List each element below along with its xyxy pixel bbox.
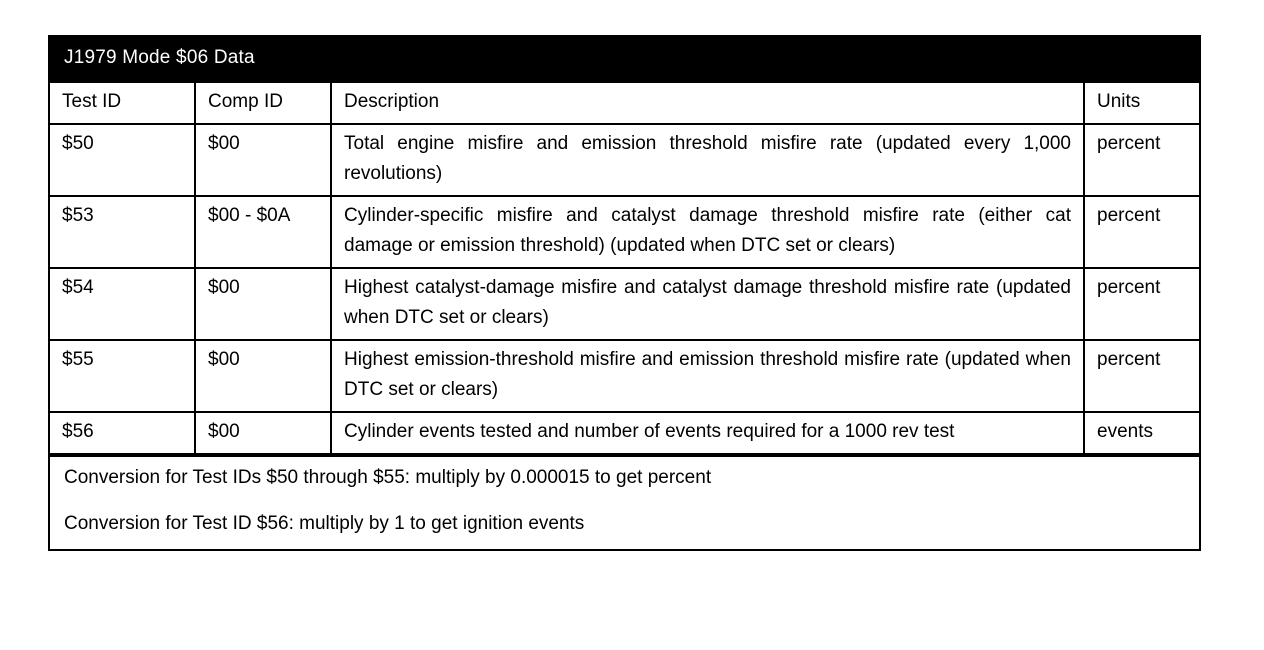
conversion-note: Conversion for Test IDs $50 through $55: multiply by 0.000015 to get percent [64,467,712,488]
mode06-data-table [48,35,1201,551]
cell-description: Highest emission-threshold misfire and emission threshold misfire rate (updated when DTC set or clears) [331,340,1084,412]
cell-units: percent [1084,340,1199,412]
header-description: Description [331,83,1084,124]
cell-comp-id: $00 - $0A [195,196,331,268]
data-grid [50,83,1199,455]
cell-comp-id: $00 [195,340,331,412]
cell-units: percent [1084,124,1199,196]
cell-units: events [1084,412,1199,454]
cell-description: Total engine misfire and emission threshold misfire rate (updated every 1,000 revolutions) [331,124,1084,196]
table-row [50,268,1199,340]
table-row [50,124,1199,196]
header-test-id: Test ID [50,83,195,124]
table-row [50,196,1199,268]
cell-comp-id: $00 [195,268,331,340]
header-row [50,83,1199,124]
header-units: Units [1084,83,1199,124]
conversion-note: Conversion for Test ID $56: multiply by 1 to get ignition events [64,513,585,534]
cell-description: Cylinder-specific misfire and catalyst damage threshold misfire rate (either cat damage or emission threshold) (updated when DTC set or clears) [331,196,1084,268]
cell-comp-id: $00 [195,124,331,196]
table-row [50,340,1199,412]
table-title: J1979 Mode $06 Data [50,37,1199,83]
cell-description: Cylinder events tested and number of events required for a 1000 rev test [331,412,1084,454]
cell-test-id: $50 [50,124,195,196]
cell-test-id: $56 [50,412,195,454]
table-row [50,412,1199,454]
cell-units: percent [1084,268,1199,340]
cell-test-id: $54 [50,268,195,340]
conversion-notes [50,455,1199,549]
cell-description: Highest catalyst-damage misfire and catalyst damage threshold misfire rate (updated when DTC set or clears) [331,268,1084,340]
header-comp-id: Comp ID [195,83,331,124]
cell-test-id: $53 [50,196,195,268]
cell-comp-id: $00 [195,412,331,454]
cell-units: percent [1084,196,1199,268]
cell-test-id: $55 [50,340,195,412]
